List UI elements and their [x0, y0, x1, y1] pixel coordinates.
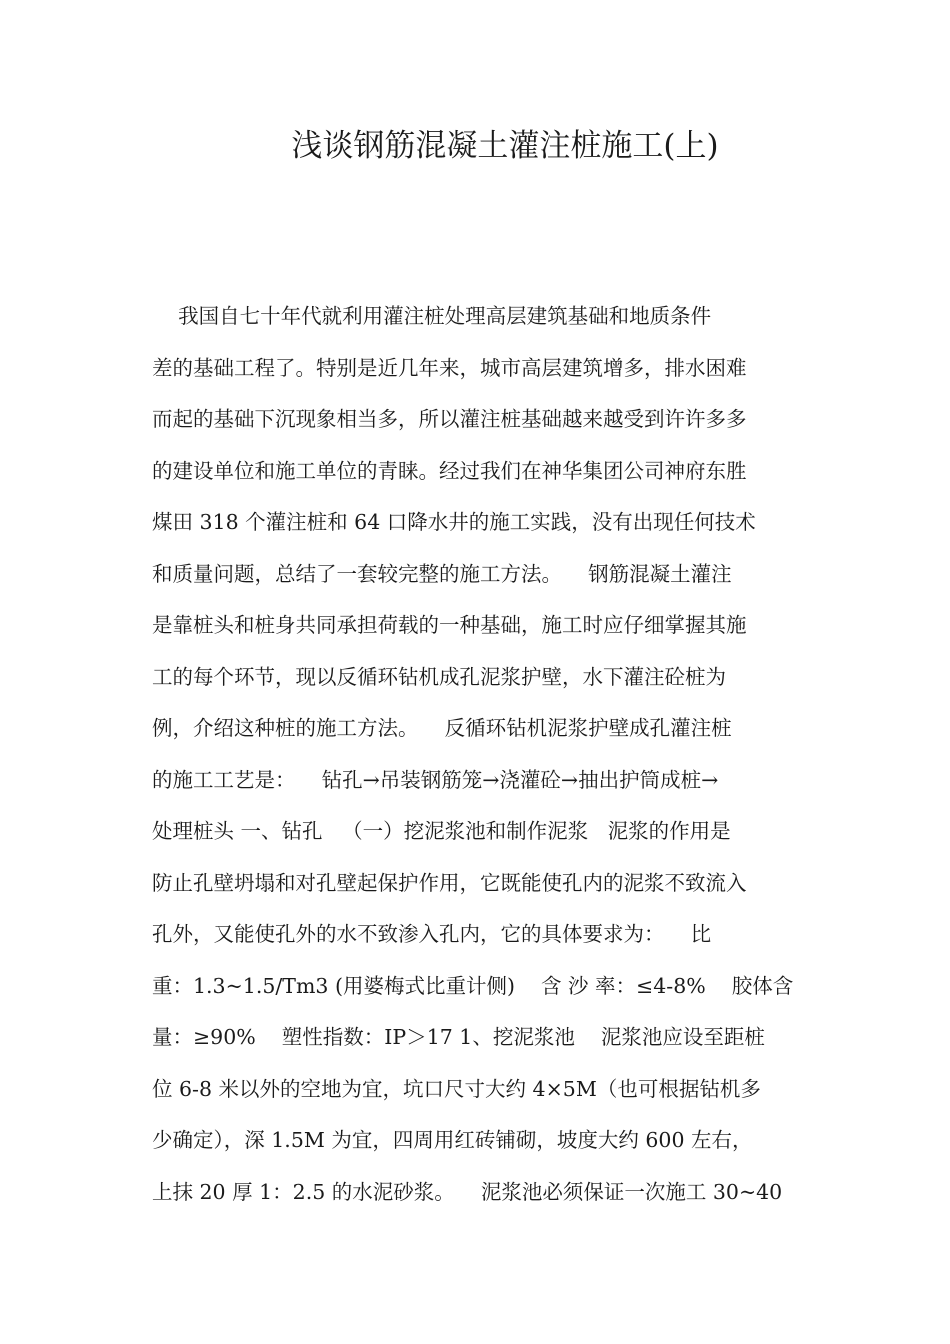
body-line: 差的基础工程了。特别是近几年来，城市高层建筑增多，排水困难: [152, 355, 747, 380]
body-line: 的建设单位和施工单位的青睐。经过我们在神华集团公司神府东胜: [152, 458, 747, 483]
body-line: 处理桩头 一、钻孔 （一）挖泥浆池和制作泥浆 泥浆的作用是: [152, 819, 731, 843]
body-line: 和质量问题，总结了一套较完整的施工方法。 钢筋混凝土灌注: [152, 561, 732, 586]
document-title: 浅谈钢筋混凝土灌注桩施工(上): [291, 128, 719, 164]
body-line: 例，介绍这种桩的施工方法。 反循环钻机泥浆护壁成孔灌注桩: [152, 716, 732, 740]
body-line: 重：1.3~1.5/Tm3 (用婆梅式比重计侧) 含 沙 率：≤4-8% 胶体含: [152, 973, 794, 998]
body-line: 是靠桩头和桩身共同承担荷载的一种基础，施工时应仔细掌握其施: [152, 613, 747, 637]
body-line: 量：≥90% 塑性指数：IP＞17 1、挖泥浆池 泥浆池应设至距桩: [152, 1025, 765, 1049]
body-line: 防止孔壁坍塌和对孔壁起保护作用，它既能使孔内的泥浆不致流入: [152, 870, 747, 895]
body-line: 的施工工艺是： 钻孔→吊装钢筋笼→浇灌砼→抽出护筒成桩→: [152, 767, 719, 792]
body-line: 上抹 20 厚 1：2.5 的水泥砂浆。 泥浆池必须保证一次施工 30~40: [152, 1179, 783, 1204]
body-line: 位 6-8 米以外的空地为宜，坑口尺寸大约 4×5M（也可根据钻机多: [152, 1076, 761, 1101]
body-line: 孔外，又能使孔外的水不致渗入孔内，它的具体要求为： 比: [152, 922, 712, 946]
body-line: 少确定），深 1.5M 为宜，四周用红砖铺砌，坡度大约 600 左右，: [152, 1128, 753, 1152]
body-line: 工的每个环节，现以反循环钻机成孔泥浆护壁，水下灌注砼桩为: [152, 664, 726, 689]
document-body: [152, 291, 812, 1218]
body-line: 煤田 318 个灌注桩和 64 口降水井的施工实践，没有出现任何技术: [152, 510, 756, 534]
body-line: 我国自七十年代就利用灌注桩处理高层建筑基础和地质条件: [152, 304, 712, 328]
body-line: 而起的基础下沉现象相当多，所以灌注桩基础越来越受到许许多多: [152, 407, 747, 431]
